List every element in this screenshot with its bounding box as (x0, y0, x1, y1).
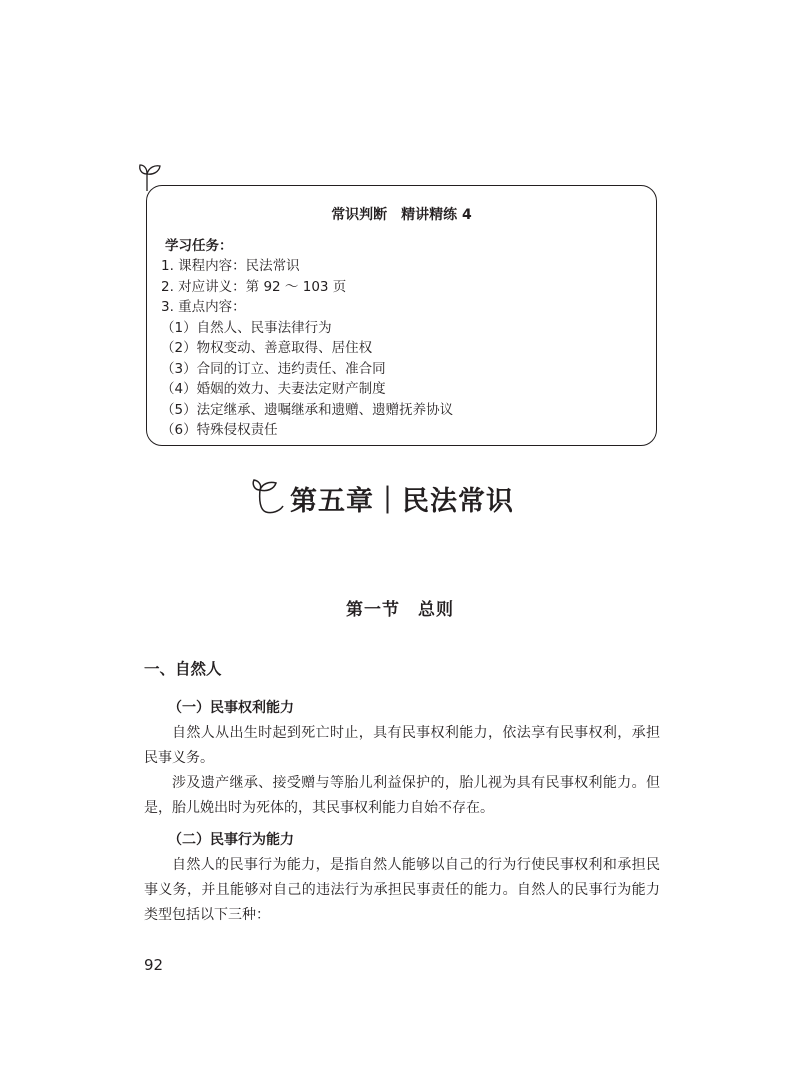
subsection-title: （一）民事权利能力 (168, 700, 294, 716)
section-title: 第一节 总则 (346, 600, 454, 620)
list-item: （1）自然人、民事法律行为 (161, 319, 332, 336)
list-item: 2. 对应讲义：第 92 ～ 103 页 (161, 278, 347, 295)
task-list (161, 256, 453, 441)
page-number: 92 (144, 956, 164, 974)
sprout-icon (250, 478, 286, 518)
list-item: （6）特殊侵权责任 (161, 422, 278, 438)
list-item: 1. 课程内容：民法常识 (161, 258, 300, 274)
paragraph: 涉及遗产继承、接受赠与等胎儿利益保护的，胎儿视为具有民事权利能力。但是，胎儿娩出时为死体的，其民事权利能力自始不存在。 (144, 775, 660, 816)
list-item: 3. 重点内容： (161, 299, 246, 315)
subsection-title: （二）民事行为能力 (168, 832, 294, 848)
heading-natural-person: 一、自然人 (144, 660, 222, 678)
study-task-box (146, 185, 657, 446)
paragraph: 自然人从出生时起到死亡时止，具有民事权利能力，依法享有民事权利，承担民事义务。 (144, 725, 660, 766)
box-title: 常识判断 精讲精练 4 (331, 207, 472, 223)
task-label: 学习任务： (165, 238, 233, 254)
chapter-title: 第五章｜民法常识 (290, 485, 514, 517)
list-item: （2）物权变动、善意取得、居住权 (161, 340, 373, 356)
paragraph: 自然人的民事行为能力，是指自然人能够以自己的行为行使民事权利和承担民事义务，并且能够对自己的违法行为承担民事责任的能力。自然人的民事行为能力类型包括以下三种： (144, 857, 660, 923)
list-item: （5）法定继承、遗嘱继承和遗赠、遗赠抚养协议 (161, 401, 454, 418)
list-item: （3）合同的订立、违约责任、准合同 (161, 360, 386, 377)
chapter-heading (250, 473, 514, 523)
list-item: （4）婚姻的效力、夫妻法定财产制度 (161, 381, 386, 397)
